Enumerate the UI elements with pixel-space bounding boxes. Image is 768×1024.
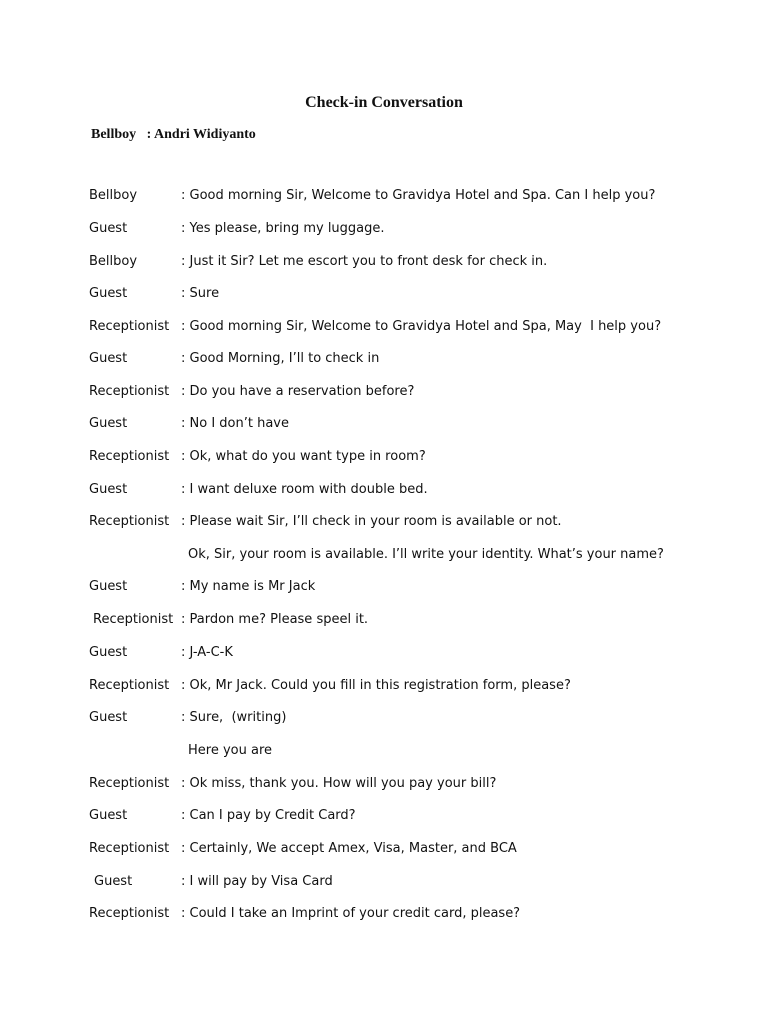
- speaker-label: Guest: [89, 579, 128, 594]
- speaker-label: Receptionist: [89, 906, 170, 921]
- speaker-label: Guest: [89, 286, 128, 301]
- utterance-text: : I will pay by Visa Card: [181, 874, 333, 889]
- dialogue-line: [0, 446, 768, 468]
- dialogue-line: [0, 805, 768, 827]
- dialogue-line: [0, 348, 768, 370]
- utterance-text: : Certainly, We accept Amex, Visa, Master, and BCA: [181, 841, 517, 856]
- dialogue-line: [0, 316, 768, 338]
- utterance-text: : Ok, what do you want type in room?: [181, 449, 426, 464]
- utterance-text: : Yes please, bring my luggage.: [181, 221, 385, 236]
- dialogue-line: [0, 413, 768, 435]
- speaker-label: Bellboy: [89, 254, 138, 269]
- dialogue-line: [0, 903, 768, 925]
- utterance-text: : Please wait Sir, I’ll check in your room is available or not.: [181, 514, 562, 529]
- speaker-label: Receptionist: [89, 776, 170, 791]
- dialogue-line: [0, 838, 768, 860]
- dialogue-line: [0, 544, 768, 566]
- document-title: Check-in Conversation: [305, 94, 463, 111]
- utterance-text: Here you are: [188, 743, 273, 758]
- utterance-text: : My name is Mr Jack: [181, 579, 316, 594]
- utterance-text: : Do you have a reservation before?: [181, 384, 415, 399]
- speaker-label: Receptionist: [89, 384, 170, 399]
- utterance-text: : J-A-C-K: [181, 645, 233, 660]
- speaker-label: Receptionist: [89, 514, 170, 529]
- utterance-text: : Good morning Sir, Welcome to Gravidya Hotel and Spa. Can I help you?: [181, 188, 656, 203]
- speaker-label: Guest: [89, 221, 128, 236]
- utterance-text: : I want deluxe room with double bed.: [181, 482, 428, 497]
- speaker-label: Guest: [94, 874, 133, 889]
- speaker-label: Receptionist: [89, 841, 170, 856]
- utterance-text: : Can I pay by Credit Card?: [181, 808, 356, 823]
- utterance-text: : Could I take an Imprint of your credit card, please?: [181, 906, 521, 921]
- utterance-text: : Good morning Sir, Welcome to Gravidya Hotel and Spa, May I help you?: [181, 319, 662, 334]
- dialogue-line: [0, 511, 768, 533]
- dialogue-line: [0, 740, 768, 762]
- utterance-text: Ok, Sir, your room is available. I’ll write your identity. What’s your name?: [188, 547, 664, 562]
- utterance-text: : Pardon me? Please speel it.: [181, 612, 369, 627]
- speaker-label: Guest: [89, 710, 128, 725]
- author-line: Bellboy : Andri Widiyanto: [91, 127, 256, 142]
- speaker-label: Receptionist: [89, 449, 170, 464]
- dialogue-line: [0, 218, 768, 240]
- speaker-label: Guest: [89, 482, 128, 497]
- dialogue-line: [0, 707, 768, 729]
- speaker-label: Bellboy: [89, 188, 138, 203]
- dialogue-line: [0, 251, 768, 273]
- utterance-text: : Ok miss, thank you. How will you pay your bill?: [181, 776, 497, 791]
- utterance-text: : Just it Sir? Let me escort you to front desk for check in.: [181, 254, 548, 269]
- utterance-text: : Sure: [181, 286, 220, 301]
- dialogue-line: [0, 283, 768, 305]
- speaker-label: Guest: [89, 351, 128, 366]
- speaker-label: Guest: [89, 808, 128, 823]
- dialogue-line: [0, 642, 768, 664]
- speaker-label: Guest: [89, 416, 128, 431]
- dialogue-line: [0, 675, 768, 697]
- dialogue-line: [0, 871, 768, 893]
- utterance-text: : No I don’t have: [181, 416, 289, 431]
- dialogue-line: [0, 381, 768, 403]
- dialogue-line: [0, 773, 768, 795]
- utterance-text: : Sure, (writing): [181, 710, 287, 725]
- dialogue-line: [0, 479, 768, 501]
- speaker-label: Receptionist: [89, 319, 170, 334]
- dialogue-line: [0, 576, 768, 598]
- utterance-text: : Ok, Mr Jack. Could you fill in this registration form, please?: [181, 678, 571, 693]
- dialogue-line: [0, 185, 768, 207]
- speaker-label: Receptionist: [93, 612, 174, 627]
- dialogue-line: [0, 609, 768, 631]
- utterance-text: : Good Morning, I’ll to check in: [181, 351, 380, 366]
- speaker-label: Guest: [89, 645, 128, 660]
- speaker-label: Receptionist: [89, 678, 170, 693]
